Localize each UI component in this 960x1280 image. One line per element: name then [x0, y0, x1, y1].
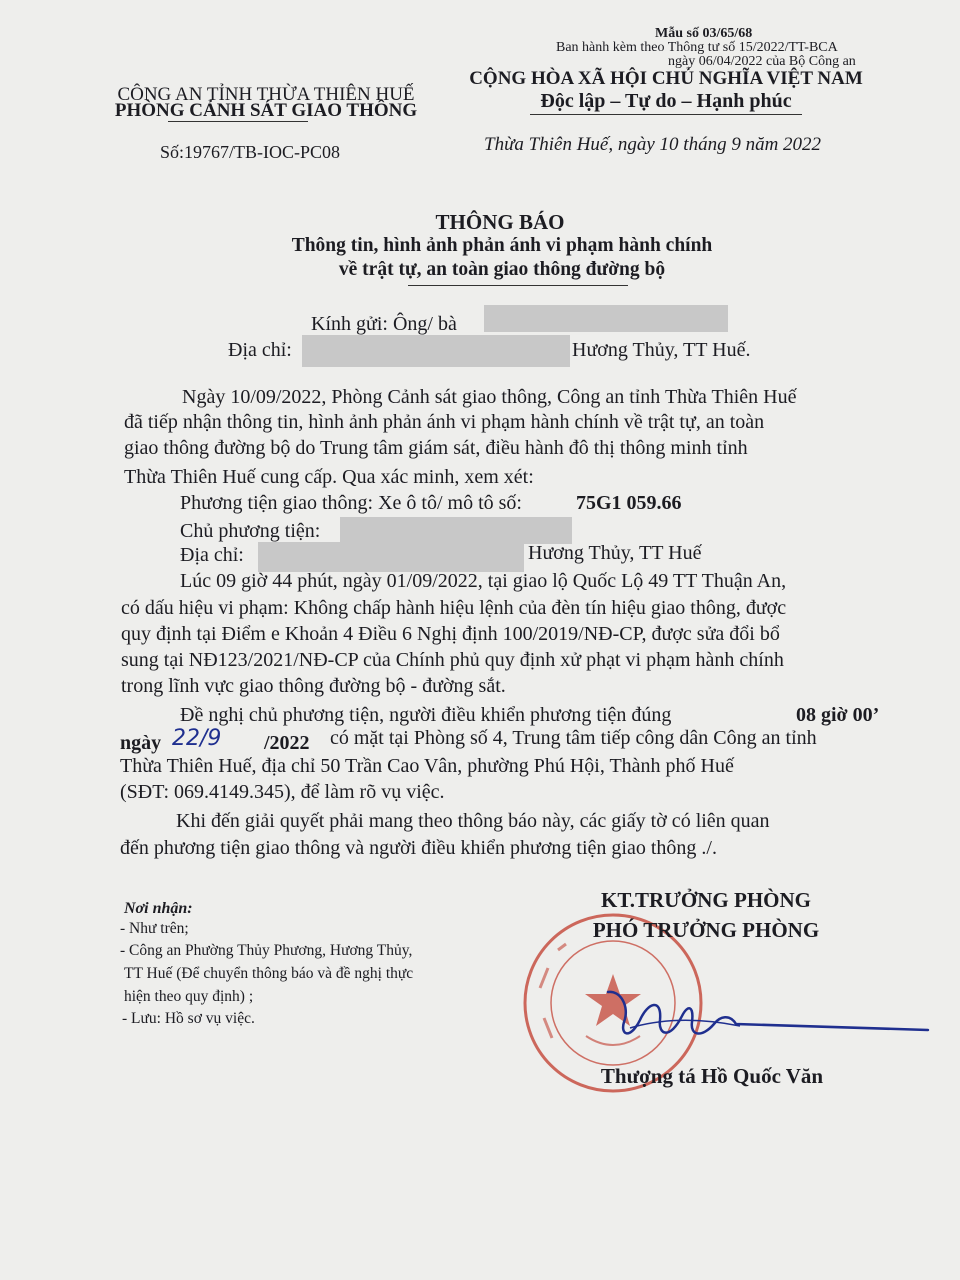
p3-day-label: ngày: [120, 732, 162, 754]
signature-title-2: PHÓ TRƯỞNG PHÒNG: [592, 918, 820, 942]
motto-underline: [530, 114, 802, 115]
signature-title-1: KT.TRƯỞNG PHÒNG: [601, 888, 811, 912]
p3-line1: Đề nghị chủ phương tiện, người điều khiển phương tiện đúng: [180, 704, 672, 726]
p3-year: /2022: [264, 732, 310, 754]
greeting: Kính gửi: Ông/ bà: [311, 313, 457, 335]
place-date: Thừa Thiên Huế, ngày 10 tháng 9 năm 2022: [484, 134, 822, 155]
title-underline: [408, 285, 628, 286]
distribution-heading: Nơi nhận:: [124, 900, 193, 917]
p1-line2: đã tiếp nhận thông tin, hình ảnh phản ánh vi phạm hành chính về trật tự, an toàn: [124, 411, 765, 433]
p3-line2-rest: có mặt tại Phòng số 4, Trung tâm tiếp công dân Công an tỉnh: [330, 727, 817, 749]
p1-line3: giao thông đường bộ do Trung tâm giám sát, điều hành đô thị thông minh tỉnh: [124, 437, 748, 459]
p2-line2: có dấu hiệu vi phạm: Không chấp hành hiệu lệnh của đèn tín hiệu giao thông, được: [121, 597, 787, 619]
p4-line2: đến phương tiện giao thông và người điều khiển phương tiện giao thông ./.: [120, 837, 717, 859]
distribution-item2-line1: - Công an Phường Thủy Phương, Hương Thủy,: [120, 942, 413, 959]
nation-line1: CỘNG HÒA XÃ HỘI CHỦ NGHĨA VIỆT NAM: [469, 68, 863, 89]
p3-line4: (SĐT: 069.4149.345), để làm rõ vụ việc.: [120, 781, 445, 803]
p3-time: 08 giờ 00’: [796, 704, 880, 726]
doc-subtitle-1: Thông tin, hình ảnh phản ánh vi phạm hành chính: [291, 235, 713, 256]
distribution-item2-line3: hiện theo quy định) ;: [124, 988, 254, 1005]
recipient-address-label: Địa chỉ:: [228, 339, 292, 361]
p2-line1: Lúc 09 giờ 44 phút, ngày 01/09/2022, tại giao lộ Quốc Lộ 49 TT Thuận An,: [180, 570, 787, 592]
redacted-owner-address: [258, 542, 524, 572]
doc-subtitle-2: về trật tự, an toàn giao thông đường bộ: [338, 259, 666, 280]
p2-line4: sung tại NĐ123/2021/NĐ-CP của Chính phủ quy định xử phạt vi phạm hành chính: [121, 649, 784, 671]
redacted-recipient-name: [484, 305, 728, 332]
p4-line1: Khi đến giải quyết phải mang theo thông báo này, các giấy tờ có liên quan: [176, 810, 770, 832]
p1-line4: Thừa Thiên Huế cung cấp. Qua xác minh, xem xét:: [124, 466, 534, 488]
nation-motto: Độc lập – Tự do – Hạnh phúc: [540, 90, 792, 112]
owner-address-tail: Hương Thủy, TT Huế: [528, 542, 702, 564]
owner-label: Chủ phương tiện:: [180, 520, 321, 542]
agency-line2: PHÒNG CẢNH SÁT GIAO THÔNG: [114, 100, 418, 121]
distribution-item3: - Lưu: Hồ sơ vụ việc.: [122, 1010, 255, 1027]
handwritten-date: 22/9: [172, 726, 222, 751]
agency-underline: [168, 121, 308, 122]
p3-line3: Thừa Thiên Huế, địa chỉ 50 Trần Cao Vân, phường Phú Hội, Thành phố Huế: [120, 755, 734, 777]
handwritten-signature: [590, 980, 930, 1050]
p2-line5: trong lĩnh vực giao thông đường bộ - đường sắt.: [121, 675, 506, 697]
recipient-address-tail: Hương Thủy, TT Huế.: [572, 339, 751, 361]
distribution-item2-line2: TT Huế (Để chuyển thông báo và đề nghị thực: [124, 965, 414, 982]
signer-name: Thượng tá Hồ Quốc Văn: [600, 1064, 824, 1088]
vehicle-plate: 75G1 059.66: [576, 492, 682, 514]
form-issued-with: Ban hành kèm theo Thông tư số 15/2022/TT-BCA: [556, 40, 838, 55]
agency-line1: CÔNG AN TỈNH THỪA THIÊN HUẾ: [117, 84, 415, 105]
doc-title: THÔNG BÁO: [435, 210, 565, 234]
p2-line3: quy định tại Điểm e Khoản 4 Điều 6 Nghị định 100/2019/NĐ-CP, được sửa đổi bổ: [121, 623, 780, 645]
form-issued-date: ngày 06/04/2022 của Bộ Công an: [668, 54, 856, 69]
distribution-item1: - Như trên;: [120, 920, 189, 937]
vehicle-label: Phương tiện giao thông: Xe ô tô/ mô tô số:: [180, 492, 522, 514]
form-code: Mẫu số 03/65/68: [655, 26, 753, 41]
redacted-recipient-address: [302, 335, 570, 367]
p1-line1: Ngày 10/09/2022, Phòng Cảnh sát giao thông, Công an tỉnh Thừa Thiên Huế: [182, 386, 797, 408]
owner-address-label: Địa chỉ:: [180, 544, 244, 566]
redacted-owner-name: [340, 517, 572, 544]
doc-number: Số:19767/TB-IOC-PC08: [160, 142, 341, 162]
